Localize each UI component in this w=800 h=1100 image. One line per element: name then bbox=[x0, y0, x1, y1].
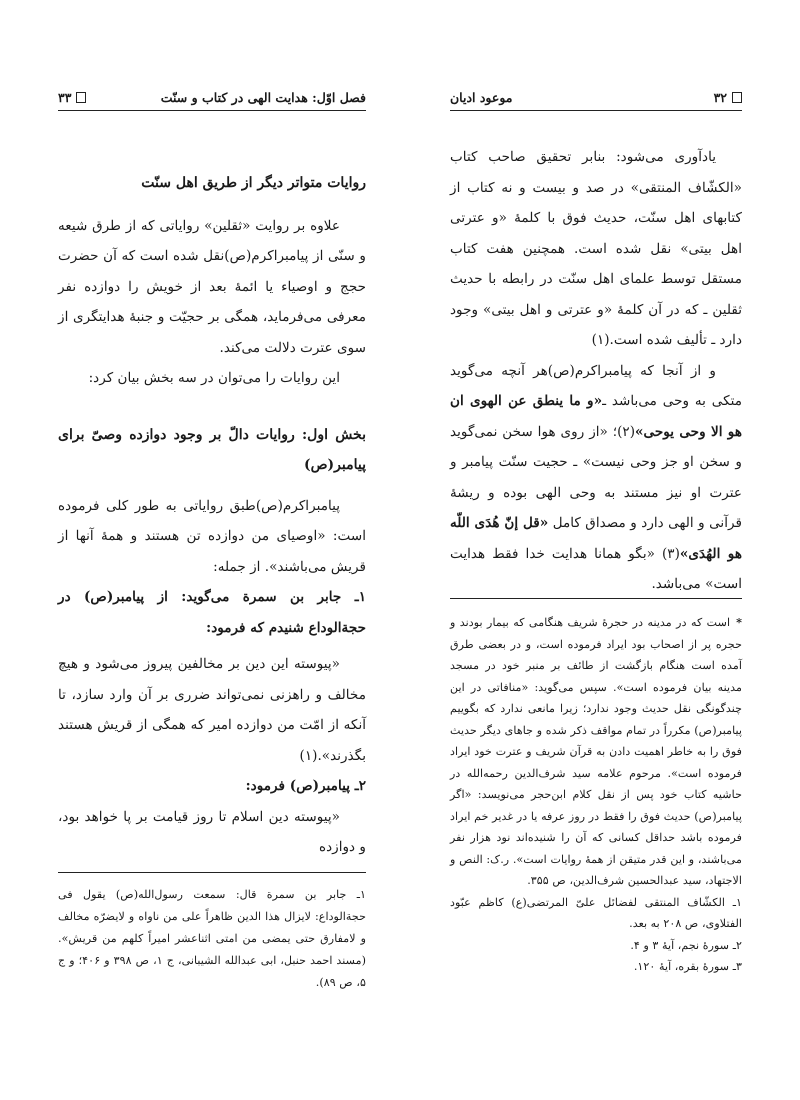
section-heading: روایات متواتر دیگر از طریق اهل سنّت bbox=[141, 175, 366, 191]
numbered-item-2: ۲ـ پیامبر(ص) فرمود: bbox=[245, 778, 366, 794]
paragraph-text: و از آنجا که پیامبراکرم(ص)هر آنچه می‌گوید متکی به وحی می‌باشد ـ bbox=[450, 362, 742, 409]
running-head-title: فصل اوّل: هدایت الهی در کتاب و سنّت bbox=[160, 89, 366, 105]
footnote-text: است که در مدینه در حجرهٔ شریف هنگامی که بیمار بودند و حجره پر از اصحاب بود ایراد فرموده است، و در بعضی طرق آمده است هنگام بازگشت از طائف بر منبر خود در مسجد مدینه بیان فرموده است». سپس می‌گوید: «منافاتی در این چندگونگی نقل حدیث وجود ندارد؛ زیرا مانعی ندارد که بگوییم پیامبر(ص) مکرراً در تمام مواقف ذکر شده و جاهای دیگر حدیث فوق را به خاطر اهمیت دادن به قرآن شریف و عترت خود ایراد فرموده است». مرحوم علامه سید شرف‌الدین رحمه‌الله در حاشیه کتاب خود پس از نقل کلام ابن‌حجر می‌نویسد: «اگر پیامبر(ص) حدیث فوق را فقط در روز عرفه یا در غدیر خم ایراد فرموده باشد حداقل کسانی که آن را شنیده‌اند نود هزار نفر می‌باشند، و این قدر متیقن از همهٔ روایات است». ر.ک: النص و الاجتهاد، سید عبدالحسین شرف‌الدین، ص ۳۵۵. bbox=[450, 616, 742, 887]
footnote-3: ۳ـ سورهٔ بقره، آیهٔ ۱۲۰. bbox=[633, 960, 742, 973]
page-number-text: ۳۳ bbox=[58, 89, 72, 105]
running-head-right bbox=[450, 84, 742, 111]
numbered-item-1: ۱ـ جابر بن سمرة می‌گوید: از پیامبر(ص) در حجةالوداع شنیدم که فرمود: bbox=[58, 589, 366, 636]
quran-verse-2: «قل إنّ هُدَی اللّه هو الهُدَی» bbox=[450, 515, 742, 562]
square-box-icon bbox=[76, 92, 86, 103]
footnote-1: ۱ـ الکشّاف المنتقی لفضائل علیّ المرتضی(ع) کاظم عبّود الفتلاوی، ص ۲۰۸ به بعد. bbox=[450, 895, 742, 930]
running-head-title: موعود ادیان bbox=[450, 89, 513, 105]
paragraph bbox=[450, 356, 742, 600]
paragraph: این روایات را می‌توان در سه بخش بیان کرد: bbox=[88, 370, 340, 386]
paragraph: پیامبراکرم(ص)طبق روایاتی به طور کلی فرموده است: «اوصیای من دوازده تن هستند و همهٔ آنها از قریش می‌باشند». از جمله: bbox=[58, 497, 366, 575]
page-number-left bbox=[58, 90, 86, 105]
paragraph: علاوه بر روایت «ثقلین» روایاتی که از طرق شیعه و سنّی از پیامبراکرم(ص)نقل شده است که آن حضرت حجج و اوصیاء یا ائمهٔ بعد از خویش را دوازده نفر معرفی می‌فرماید، همگی بر حجیّت و جنبهٔ هدایتگری از سوی عترت دلالت می‌کند. bbox=[58, 217, 366, 356]
footnote-divider-right bbox=[450, 598, 742, 599]
square-box-icon bbox=[732, 92, 742, 103]
body-text-right bbox=[450, 142, 742, 600]
footnote-1: ۱ـ جابر بن سمرة قال: سمعت رسول‌الله(ص) یقول فی حجةالوداع: لایزال هذا الدین ظاهراً علی من ناواه و لایضرّه مخالف و لامفارق حتی یمضی من امتی اثناعشر امیراً کلهم من قریش». (مسند احمد حنبل، ابی عبدالله الشیبانی، ج ۱، ص ۳۹۸ و ۴۰۶؛ و ج ۵، ص ۸۹). bbox=[58, 888, 367, 989]
footnote-left bbox=[58, 884, 366, 994]
subsection-heading: بخش اول: روایات دالّ بر وجود دوازده وصیّ برای پیامبر(ص) bbox=[58, 426, 366, 473]
hadith-quote-1: «پیوسته این دین بر مخالفین پیروز می‌شود و هیچ مخالف و راهزنی نمی‌تواند ضرری بر آن وارد سازد، تا آنکه از امّت من دوازده امیر که همگی از قریش هستند بگذرند».(۱) bbox=[58, 656, 366, 764]
quran-verse-1: «و ما ینطق عن الهوی ان هو الا وحی یوحی» bbox=[450, 393, 742, 440]
asterisk-mark: * bbox=[736, 615, 742, 629]
page-right bbox=[420, 0, 800, 1100]
footnote-2: ۲ـ سورهٔ نجم، آیهٔ ۳ و ۴. bbox=[630, 938, 742, 952]
page-number-text: ۳۲ bbox=[713, 89, 727, 105]
page-number-right bbox=[714, 90, 742, 105]
body-text-left bbox=[58, 168, 366, 863]
paragraph: یادآوری می‌شود: بنابر تحقیق صاحب کتاب «الکشّاف المنتقی» در صد و بیست و نه کتاب از کتابهای اهل سنّت، حدیث فوق با کلمهٔ «و عترتی اهل بیتی» نقل شده است. همچنین هفت کتاب مستقل توسط علمای اهل سنّت در رابطه با حدیث ثقلین ـ که در آن کلمهٔ «و عترتی و اهل بیتی» وجود دارد ـ تألیف شده است.(۱) bbox=[450, 149, 742, 348]
footnote-divider-left bbox=[58, 872, 366, 873]
footnotes-right bbox=[450, 612, 742, 978]
running-head-left bbox=[58, 84, 366, 111]
hadith-quote-2: «پیوسته دین اسلام تا روز قیامت بر پا خواهد بود، و دوازده bbox=[58, 808, 366, 855]
paragraph-text: (۳) «بگو همانا هدایت خدا فقط هدایت است» می‌باشد. bbox=[450, 545, 742, 592]
paragraph-text: (۲)؛ «از روی هوا سخن نمی‌گوید و سخن او جز وحی نیست» ـ حجیت سنّت پیامبر و عترت او نیز مستند به وحی الهی بوده و ریشهٔ قرآنی و الهی دارد و مصداق کامل bbox=[450, 423, 742, 531]
footnote-continued bbox=[450, 612, 742, 892]
